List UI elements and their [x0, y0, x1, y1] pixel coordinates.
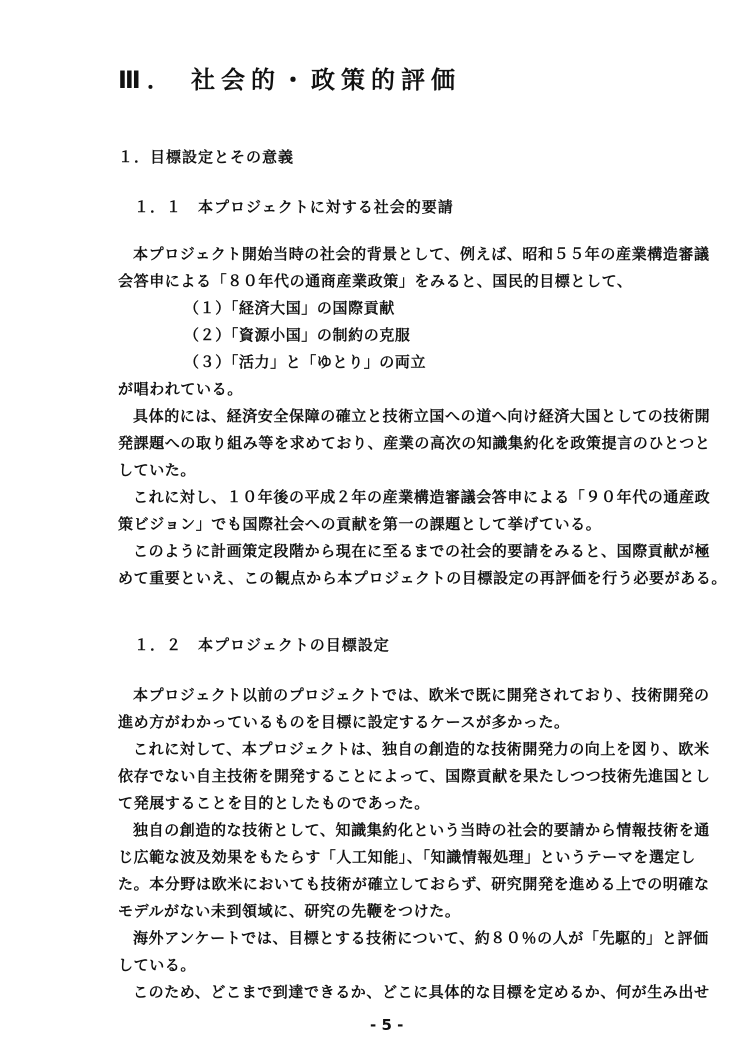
- list-item: （１）「経済大国」の国際貢献: [184, 299, 395, 317]
- paragraph-line: めて重要といえ、この観点から本プロジェクトの目標設定の再評価を行う必要がある。: [118, 569, 728, 587]
- paragraph-line: た。本分野は欧米においても技術が確立しておらず、研究開発を進める上での明確な: [118, 875, 710, 893]
- paragraph-line: モデルがない未到領域に、研究の先鞭をつけた。: [118, 902, 461, 920]
- paragraph-line: 進め方がわかっているものを目標に設定するケースが多かった。: [118, 713, 570, 731]
- paragraph-line: このため、どこまで到達できるか、どこに具体的な目標を定めるか、何が生み出せ: [133, 983, 710, 1001]
- paragraph-line: 策ビジョン」でも国際社会への貢献を第一の課題として挙げている。: [118, 515, 602, 533]
- paragraph-line: 依存でない自主技術を開発することによって、国際貢献を果たしつつ技術先進国とし: [118, 767, 711, 785]
- paragraph-line: 独自の創造的な技術として、知識集約化という当時の社会的要請から情報技術を通: [133, 821, 710, 839]
- paragraph-line: 発課題への取り組み等を求めており、産業の高次の知識集約化を政策提言のひとつと: [118, 434, 711, 452]
- section-heading-1: １．目標設定とその意義: [118, 148, 295, 166]
- paragraph-line: 本プロジェクト以前のプロジェクトでは、欧米で既に開発されており、技術開発の: [133, 686, 710, 704]
- page-number: - 5 -: [370, 1016, 404, 1034]
- paragraph-line: している。: [118, 956, 197, 974]
- subsection-heading-1-2: １．２ 本プロジェクトの目標設定: [134, 636, 390, 654]
- paragraph-line: していた。: [118, 461, 197, 479]
- paragraph-line: て発展することを目的としたものであった。: [118, 794, 430, 812]
- list-item: （２）「資源小国」の制約の克服: [184, 326, 411, 344]
- paragraph-line: このように計画策定段階から現在に至るまでの社会的要請をみると、国際貢献が極: [133, 542, 711, 560]
- list-item: （３）「活力」と「ゆとり」の両立: [184, 353, 427, 371]
- paragraph-line: 海外アンケートでは、目標とする技術について、約８０％の人が「先駆的」と評価: [133, 929, 709, 947]
- paragraph-line: これに対して、本プロジェクトは、独自の創造的な技術開発力の向上を図り、欧米: [133, 740, 710, 758]
- paragraph-line: これに対し、１０年後の平成２年の産業構造審議会答申による「９０年代の通産政: [133, 488, 711, 506]
- paragraph-line: 具体的には、経済安全保障の確立と技術立国への道へ向け経済大国としての技術開: [133, 407, 711, 425]
- paragraph-line: が唱われている。: [118, 380, 243, 398]
- paragraph-line: じ広範な波及効果をもたらす「人工知能」、「知識情報処理」というテーマを選定し: [118, 848, 696, 866]
- paragraph-line: 本プロジェクト開始当時の社会的背景として、例えば、昭和５５年の産業構造審議: [133, 245, 710, 263]
- subsection-heading-1-1: １．１ 本プロジェクトに対する社会的要請: [134, 198, 454, 216]
- paragraph-line: 会答申による「８０年代の通商産業政策」をみると、国民的目標として、: [118, 272, 633, 290]
- chapter-title: Ⅲ． 社会的・政策的評価: [118, 66, 462, 94]
